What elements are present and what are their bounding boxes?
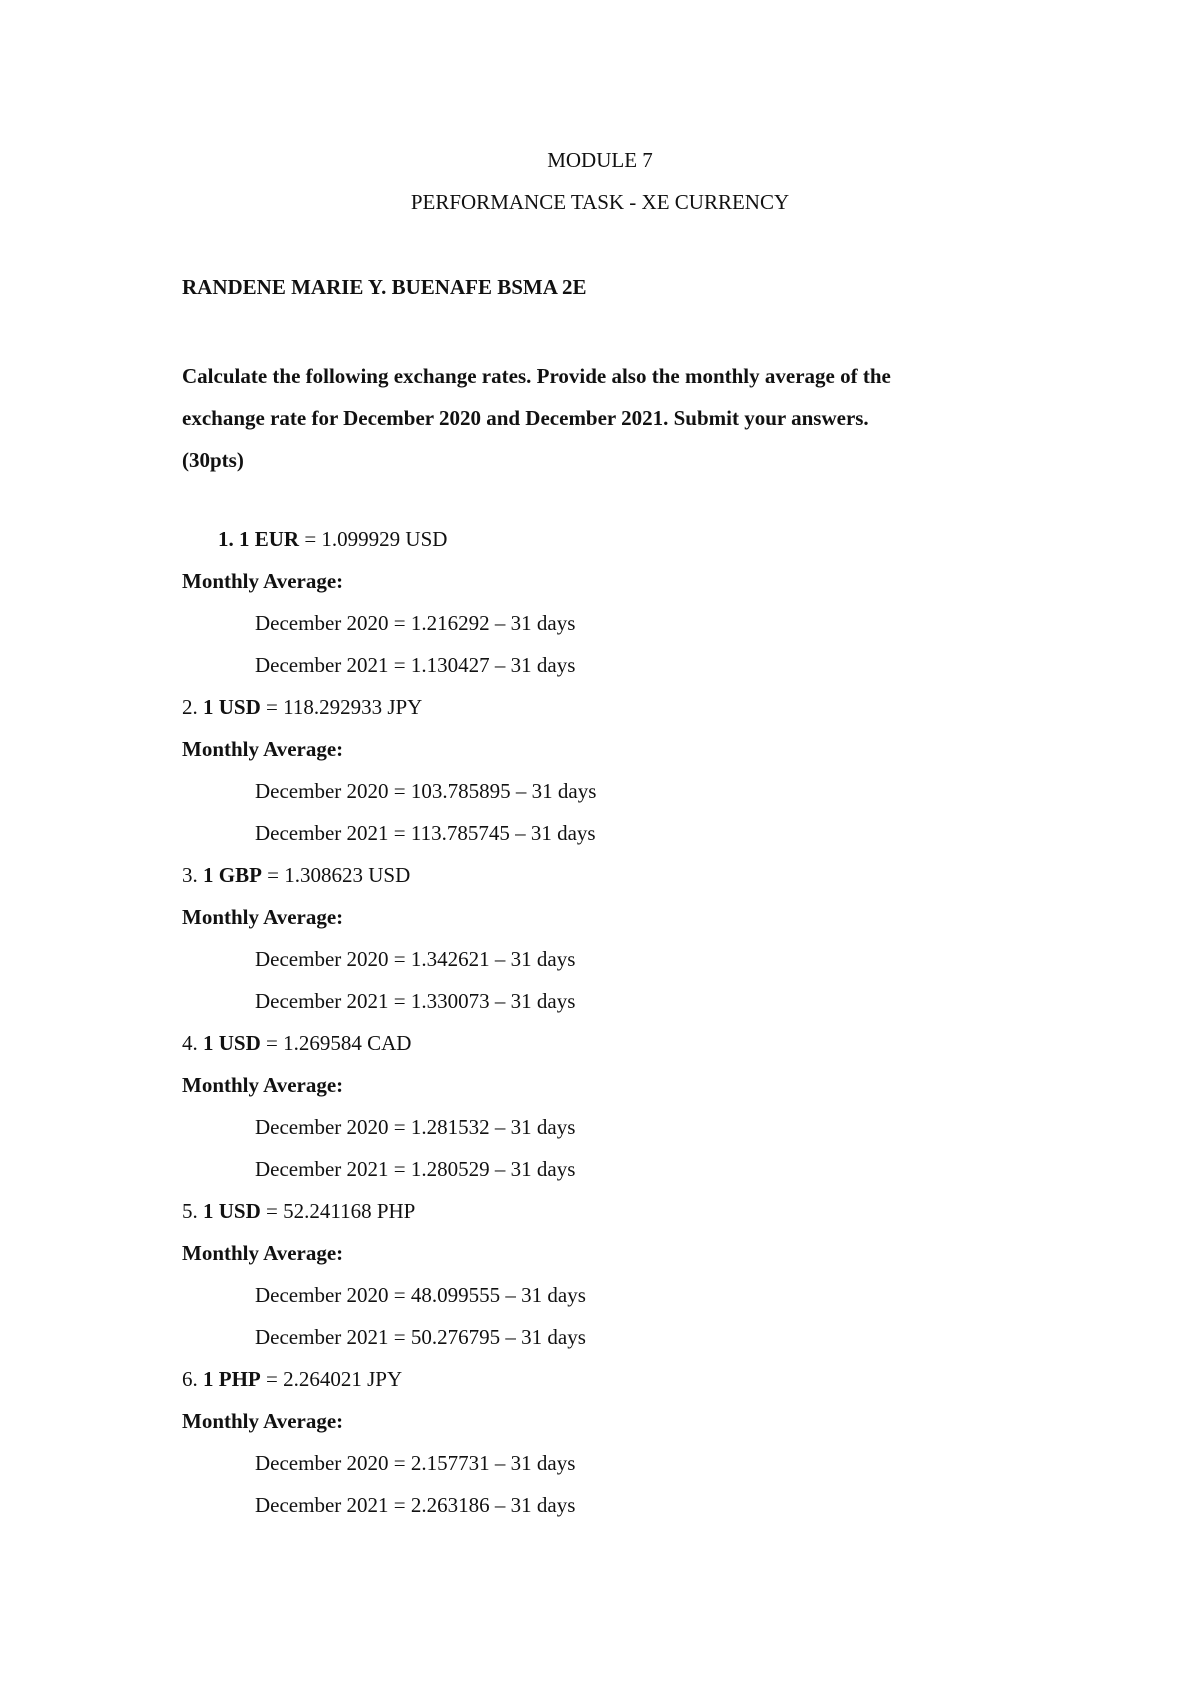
item-4-december-2021: December 2021 = 1.280529 – 31 days: [255, 1157, 576, 1181]
item-3-december-2020: December 2020 = 1.342621 – 31 days: [255, 947, 576, 971]
rate-value: = 1.269584 CAD: [266, 1031, 412, 1055]
item-number: 6.: [182, 1367, 198, 1391]
rate-value: = 1.099929 USD: [304, 527, 448, 551]
item-1-december-2020: December 2020 = 1.216292 – 31 days: [255, 611, 576, 635]
instruction-line-3: (30pts): [182, 448, 244, 472]
item-5-rate-line: [182, 1201, 415, 1222]
currency-pair: 1 USD: [203, 1031, 261, 1055]
item-number: 1.: [218, 527, 234, 551]
item-2-december-2021: December 2021 = 113.785745 – 31 days: [255, 821, 596, 845]
item-4-december-2020: December 2020 = 1.281532 – 31 days: [255, 1115, 576, 1139]
item-1-rate-line: [218, 529, 447, 550]
item-number: 2.: [182, 695, 198, 719]
item-1-monthly-average-label: Monthly Average:: [182, 569, 344, 593]
instructions: [182, 355, 1042, 481]
rate-value: = 2.264021 JPY: [266, 1367, 403, 1391]
item-3-monthly-average-label: Monthly Average:: [182, 905, 344, 929]
student-name: RANDENE MARIE Y. BUENAFE BSMA 2E: [182, 275, 587, 299]
currency-pair: 1 GBP: [203, 863, 262, 887]
item-3-rate-line: [182, 865, 410, 886]
item-6-monthly-average-label: Monthly Average:: [182, 1409, 344, 1433]
item-4-rate-line: [182, 1033, 411, 1054]
item-5-monthly-average-label: Monthly Average:: [182, 1241, 344, 1265]
instruction-line-1: Calculate the following exchange rates. Provide also the monthly average of the: [182, 364, 891, 388]
rate-value: = 1.308623 USD: [267, 863, 411, 887]
currency-pair: 1 USD: [203, 695, 261, 719]
item-5-december-2020: December 2020 = 48.099555 – 31 days: [255, 1283, 586, 1307]
item-4-monthly-average-label: Monthly Average:: [182, 1073, 344, 1097]
item-1-december-2021: December 2021 = 1.130427 – 31 days: [255, 653, 576, 677]
item-6-december-2021: December 2021 = 2.263186 – 31 days: [255, 1493, 576, 1517]
item-number: 3.: [182, 863, 198, 887]
currency-pair: 1 USD: [203, 1199, 261, 1223]
currency-pair: 1 PHP: [203, 1367, 261, 1391]
item-number: 5.: [182, 1199, 198, 1223]
item-3-december-2021: December 2021 = 1.330073 – 31 days: [255, 989, 576, 1013]
item-6-rate-line: [182, 1369, 402, 1390]
rate-value: = 118.292933 JPY: [266, 695, 423, 719]
item-2-december-2020: December 2020 = 103.785895 – 31 days: [255, 779, 597, 803]
currency-pair: 1 EUR: [239, 527, 300, 551]
item-6-december-2020: December 2020 = 2.157731 – 31 days: [255, 1451, 576, 1475]
item-5-december-2021: December 2021 = 50.276795 – 31 days: [255, 1325, 586, 1349]
rate-value: = 52.241168 PHP: [266, 1199, 416, 1223]
item-2-rate-line: [182, 697, 422, 718]
instruction-line-2: exchange rate for December 2020 and December 2021. Submit your answers.: [182, 406, 869, 430]
item-2-monthly-average-label: Monthly Average:: [182, 737, 344, 761]
task-title: PERFORMANCE TASK - XE CURRENCY: [410, 190, 790, 214]
module-title: MODULE 7: [547, 148, 653, 172]
item-number: 4.: [182, 1031, 198, 1055]
